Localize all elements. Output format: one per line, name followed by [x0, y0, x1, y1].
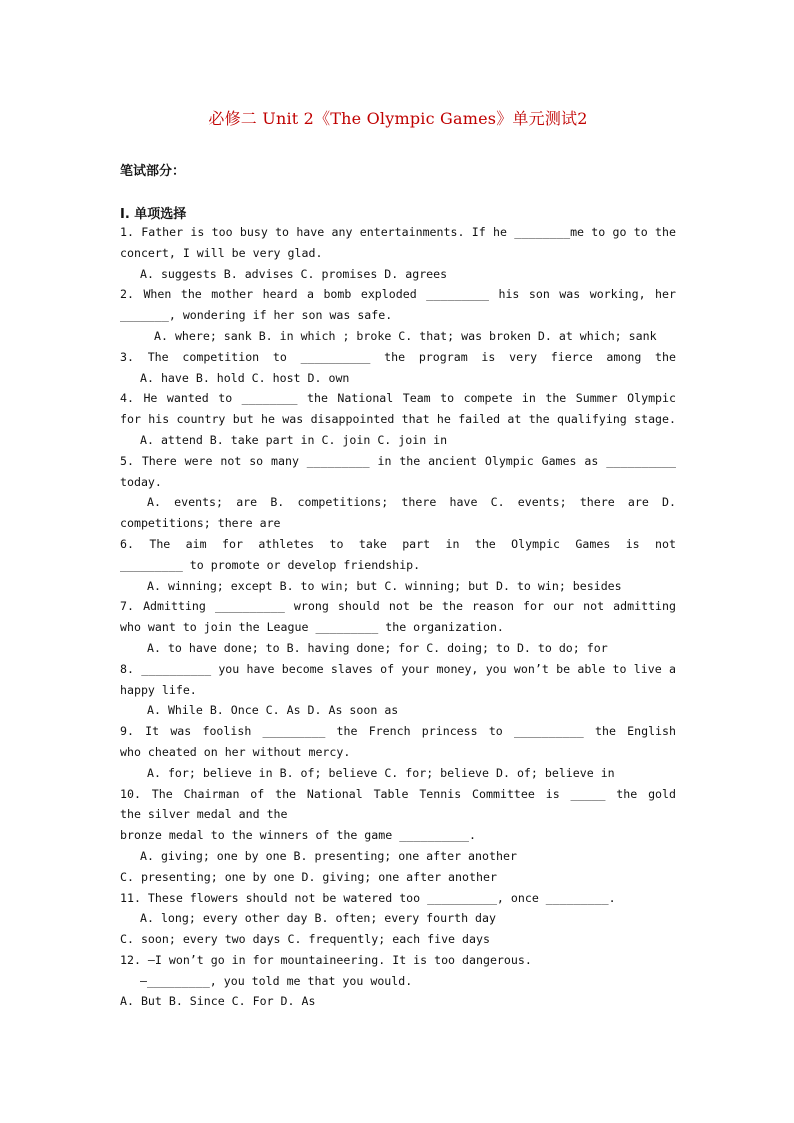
- question-12-options: A. But B. Since C. For D. As: [120, 994, 316, 1009]
- document-title: 必修二 Unit 2《The Olympic Games》单元测试2: [208, 109, 588, 128]
- question-2-line-1: 2. When the mother heard a bomb exploded _________ his son was working, her: [120, 287, 676, 302]
- question-7-line-2: who want to join the League _________ the organization.: [120, 620, 504, 635]
- question-1-line-2: concert, I will be very glad.: [120, 245, 323, 260]
- section-heading: 笔试部分：: [120, 164, 186, 179]
- question-2-options: A. where; sank B. in which ; broke C. that; was broken D. at which; sank: [154, 328, 657, 343]
- question-4-options: A. attend B. take part in C. join C. join in: [140, 432, 448, 447]
- question-11-options-1: A. long; every other day B. often; every fourth day: [140, 911, 496, 926]
- question-7-options: A. to have done; to B. having done; for C. doing; to D. to do; for: [147, 640, 608, 655]
- question-6-line-1: 6. The aim for athletes to take part in the Olympic Games is not: [120, 536, 676, 551]
- question-8-options: A. While B. Once C. As D. As soon as: [147, 703, 399, 718]
- question-2-line-2: _______, wondering if her son was safe.: [120, 308, 393, 323]
- question-5-options-cont: competitions; there are: [120, 516, 281, 531]
- question-10-options-2: C. presenting; one by one D. giving; one after another: [120, 869, 497, 884]
- question-9-line-1: 9. It was foolish _________ the French princess to __________ the English: [120, 724, 676, 739]
- question-11-options-2: C. soon; every two days C. frequently; each five days: [120, 932, 490, 947]
- question-6-options: A. winning; except B. to win; but C. winning; but D. to win; besides: [147, 578, 622, 593]
- question-5-line-2: today.: [120, 474, 162, 489]
- question-5-options: A. events; are B. competitions; there have C. events; there are D.: [147, 495, 676, 510]
- question-9-options: A. for; believe in B. of; believe C. for; believe D. of; believe in: [147, 765, 615, 780]
- question-list: [120, 222, 676, 1012]
- part-heading: I. 单项选择: [120, 207, 187, 222]
- question-10-line-2: the silver medal and the: [120, 807, 288, 822]
- question-7-line-1: 7. Admitting __________ wrong should not be the reason for our not admitting: [120, 599, 676, 614]
- question-4-line-2: for his country but he was disappointed that he failed at the qualifying stage.: [120, 412, 676, 427]
- question-5-line-1: 5. There were not so many _________ in the ancient Olympic Games as __________: [120, 453, 676, 468]
- question-10-line-3: bronze medal to the winners of the game __________.: [120, 828, 476, 843]
- question-10-options-1: A. giving; one by one B. presenting; one after another: [140, 848, 517, 863]
- question-10-line-1: 10. The Chairman of the National Table Tennis Committee is _____ the gold: [120, 786, 676, 801]
- question-11-line-1: 11. These flowers should not be watered too __________, once _________.: [120, 890, 616, 905]
- question-12-line-2: —_________, you told me that you would.: [140, 973, 413, 988]
- question-3-line-1: 3. The competition to __________ the program is very fierce among the: [120, 349, 676, 364]
- question-6-line-2: _________ to promote or develop friendship.: [120, 557, 421, 572]
- question-1-options: A. suggests B. advises C. promises D. agrees: [140, 266, 448, 281]
- question-4-line-1: 4. He wanted to ________ the National Team to compete in the Summer Olympic: [120, 391, 676, 406]
- question-8-line-2: happy life.: [120, 682, 197, 697]
- question-9-line-2: who cheated on her without mercy.: [120, 744, 351, 759]
- question-1-line-1: 1. Father is too busy to have any entertainments. If he ________me to go to the: [120, 225, 676, 239]
- question-8-line-1: 8. __________ you have become slaves of your money, you won’t be able to live a: [120, 661, 676, 676]
- question-3-options: A. have B. hold C. host D. own: [140, 370, 350, 385]
- question-12-line-1: 12. —I won’t go in for mountaineering. It is too dangerous.: [120, 952, 532, 967]
